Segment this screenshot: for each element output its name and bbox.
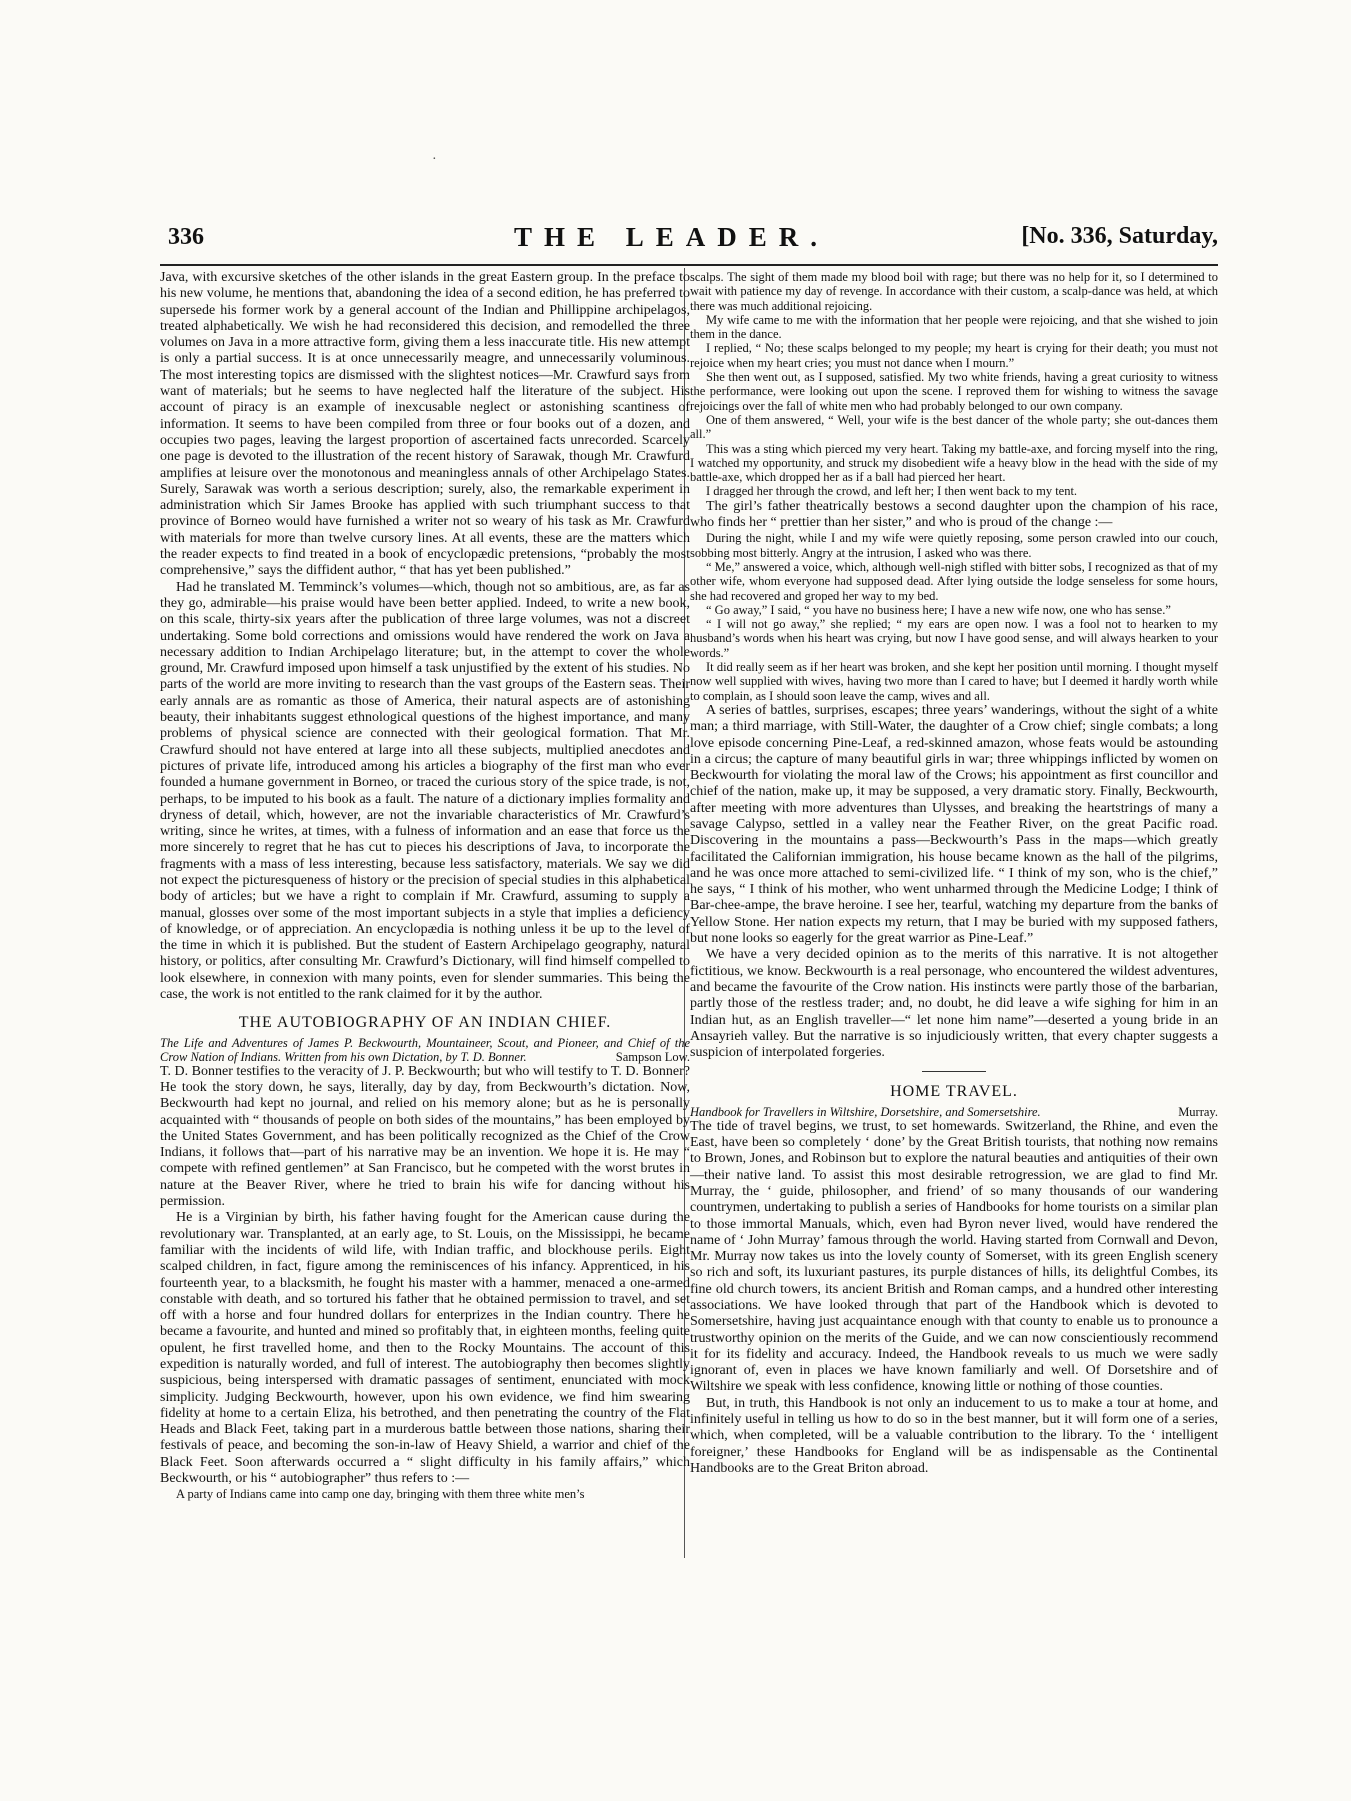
issue-info: [No. 336, Saturday,: [1021, 223, 1218, 249]
quotation: A party of Indians came into camp one day, bringing with them three white men’s: [176, 1487, 585, 1502]
citation-publisher: Sampson Low.: [615, 1049, 690, 1064]
quotation: I dragged her through the crowd, and left her; I then went back to my tent.: [706, 484, 1078, 499]
paper-title: THE LEADER.: [514, 222, 830, 252]
ink-speck: ·: [432, 152, 437, 167]
book-citation: [690, 1105, 1218, 1119]
quotation: This was a sting which pierced my very heart. Taking my battle-axe, and forcing myself into the ring, I watched my opportunity, and struck my disobedient wife a heavy blow in the head with the side of my battle-axe, which dropped her as if a ball had pierced her heart.: [690, 441, 1218, 485]
paragraph: He is a Virginian by birth, his father having fought for the American cause during the revolutionary war. Transplanted, at an early age, to St. Louis, on the Mississippi, he became familiar with the incidents of wild life, with Indian traffic, and blockhouse perils. Eight scalped children, in fact, figure among the reminiscences of his infancy. Apprenticed, in his fourteenth year, to a blacksmith, he fought his master with a hammer, menaced a one-armed constable with death, and so tortured his father that he obtained permission to travel, and set off with a horse and four hundred dollars for enterprizes in the Indian country. There he became a favourite, and hunted and mined so profitably that, in eighteen months, feeling quite opulent, he first travelled home, and then to the Rocky Mountains. The account of this expedition is naturally worded, and full of interest. The autobiography then becomes slightly suspicious, being interspersed with dramatic passages of sentiment, enunciated with mock simplicity. Judging Beckwourth, however, upon his own evidence, we find him swearing fidelity at home to a certain Eliza, his betrothed, and then penetrating the country of the Flat Heads and Black Feet, taking part in a murderous battle between those nations, sharing their festivals of peace, and becoming the son-in-law of Heavy Shield, a warrior and chief of the Black Feet. Soon afterwards occurred a “ slight difficulty in his family affairs,” which Beckwourth, or his “ autobiographer” thus refers to :—: [160, 1210, 690, 1487]
left-column: [160, 270, 690, 1502]
section-title: HOME TRAVEL.: [890, 1083, 1018, 1101]
paragraph: The tide of travel begins, we trust, to set homewards. Switzerland, the Rhine, and even the East, have been so completely ‘ done’ by the Great British tourists, that nothing now remains to Brown, Jones, and Robinson but to explore the natural beauties and antiquities of their own—their native land. To assist this most desirable retrogression, we are glad to find Mr. Murray, the ‘ guide, philosopher, and friend’ of so many thousands of our wandering countrymen, undertaking to publish a series of Handbooks for home tourists on a similar plan to those immortal Manuals, which, even had Byron never lived, would have rendered the name of ‘ John Murray’ famous through the world. Having started from Cornwall and Devon, Mr. Murray now takes us into the lovely county of Somerset, with its green English scenery so rich and soft, its luxuriant pastures, its purple distances of hills, its delightful Combes, its fine old church towers, its ancient British and Roman camps, and a hundred other interesting associations. We have looked through that part of the Handbook which is devoted to Somersetshire, having just acquaintance enough with that county to enable us to pronounce a trustworthy opinion on the merits of the Guide, and we can now conscientiously recommend it for its fidelity and accuracy. Indeed, the Handbook reveals to us much we were sadly ignorant of, even in places we have known familiarly and well. Of Dorsetshire and of Wiltshire we speak with less confidence, knowing little or nothing of those counties.: [690, 1118, 1218, 1395]
paragraph: Java, with excursive sketches of the other islands in the great Eastern group. In the preface to his new volume, he mentions that, abandoning the idea of a second edition, he has preferred to supersede his former work by a general account of the Indian and Phillippine archipelagos, treated alphabetically. We wish he had reconsidered this decision, and remodelled the three volumes on Java in a more attractive form, giving them a less inaccurate title. His new attempt is only a partial success. It is at once unnecessarily meagre, and unnecessarily voluminous. The most interesting topics are dismissed with the slightest notices—Mr. Crawfurd says from want of materials; but he seems to have neglected half the literature of the subject. His account of piracy is an example of inexcusable neglect or astonishing scantiness of information. It seems to have been compiled from three or four books out of a dozen, and occupies two pages, leaving the largest proportion of ascertained facts unrecorded. Scarcely one page is devoted to the illustration of the recent history of Sarawak, though Mr. Crawfurd amplifies at leisure over the monotonous and meaningless annals of other Archipelago States. Surely, Sarawak was worth a serious description; surely, also, the remarkable experiment in administration which Sir James Brooke has applied with such triumphant success to that province of Borneo would have furnished a writer not so weary of his task as Mr. Crawfurd with materials for more than twelve cursory lines. At all events, these are the matters which the reader expects to find treated in a book of encyclopædic pretensions, “probably the most comprehensive,” says the diffident author, “ that has yet been published.”: [160, 270, 690, 579]
quotation: “ Go away,” I said, “ you have no business here; I have a new wife now, one who has sense.”: [706, 602, 1171, 617]
right-column: [690, 270, 1218, 1477]
page-number: 336: [168, 224, 204, 250]
quotation: It did really seem as if her heart was broken, and she kept her position until morning. I thought myself now well supplied with wives, having two more than I cared to have; but I deemed it hardly worth while to complain, as I should soon leave the camp, wives and all.: [690, 660, 1218, 703]
quotation: One of them answered, “ Well, your wife is the best dancer of the whole party; she out-dances them all.”: [690, 412, 1218, 442]
quotation: “ Me,” answered a voice, which, although well-nigh stifled with bitter sobs, I recognized as that of my other wife, whom everyone had supposed dead. After lying outside the lodge senseless for some hours, she had recovered and groped her way to my bed.: [690, 559, 1219, 603]
quotation: scalps. The sight of them made my blood boil with rage; but there was no help for it, so I determined to wait with patience my day of revenge. In accordance with their custom, a scalp-dance was held, at which there was much additional rejoicing.: [690, 270, 1218, 313]
citation-publisher: Murray.: [1178, 1104, 1218, 1119]
page-header: [132, 218, 1218, 258]
paragraph: But, in truth, this Handbook is not only an inducement to us to make a tour at home, and infinitely useful in telling us how to do so in the best manner, but it will form one of a series, which, when completed, will be a valuable contribution to the library. To the ‘ intelligent foreigner,’ these Handbooks for England will be as indispensable as the Continental Handbooks are to the Great Briton abroad.: [690, 1395, 1218, 1476]
quotation: I replied, “ No; these scalps belonged to my people; my heart is crying for their death; you must not rejoice when my heart cries; you must not dance when I mourn.”: [690, 341, 1218, 370]
citation-title: The Life and Adventures of James P. Beckwourth, Mountaineer, Scout, and Pioneer, and Chief of the Crow Nation of Indians. Written from his own Dictation, by T. D. Bonner.: [160, 1035, 690, 1064]
quotation: My wife came to me with the information that her people were rejoicing, and that she wished to join them in the dance.: [690, 312, 1218, 342]
paragraph: T. D. Bonner testifies to the veracity of J. P. Beckwourth; but who will testify to T. D. Bonner? He took the story down, he says, literally, day by day, from Beckwourth’s dictation. Now, Beckwourth had kept no journal, and relied on his memory alone; but as he is personally acquainted with “ thousands of people on both sides of the mountains,” has been employed by the United States Government, and has been politically recognized as the Chief of the Crow Indians, it follows that—part of his narrative may be an invention. We hope it is. He may “ compete with refined gentlemen” at San Francisco, but he competed with the worst brutes in nature at the Beaver River, where he tried to brain his wife for dancing without his permission.: [160, 1063, 690, 1210]
header-rule: [160, 264, 1218, 266]
book-citation: [160, 1036, 690, 1064]
section-title: THE AUTOBIOGRAPHY OF AN INDIAN CHIEF.: [238, 1014, 612, 1032]
paragraph: A series of battles, surprises, escapes; three years’ wanderings, without the sight of a white man; a third marriage, with Still-Water, the daughter of a Crow chief; single combats; a long love episode concerning Pine-Leaf, a red-skinned amazon, whose feats would be astounding in a circus; the capture of many beautiful girls in war; three whippings inflicted by women on Beckwourth for violating the moral law of the Crows; his appointment as first councillor and chief of the nation, make up, it may be supposed, a very dramatic story. Finally, Beckwourth, after meeting with more adventures than Ulysses, and breaking the heartstrings of many a savage Calypso, settled in a valley near the Feather River, on the great Pacific road. Discovering in the mountains a pass—Beckwourth’s Pass in the maps—which greatly facilitated the Californian immigration, his house became known as the hall of the pilgrims, and he was once more attached to semi-civilized life. “ I think of my son, who is the chief,” he says, “ I think of his mother, who went unharmed through the Medicine Lodge; I think of Bar-chee-ampe, the brave heroine. I see her, tearful, watching my departure from the banks of Yellow Stone. Her nation expects my return, that I may be buried with my supposed fathers, but none looks so eagerly for the great warrior as Pine-Leaf.”: [690, 702, 1218, 947]
quotation: She then went out, as I supposed, satisfied. My two white friends, having a great curiosity to witness the performance, were looking out upon the scene. I reproved them for wishing to witness the savage rejoicings over the fall of white men who had probably belonged to our own company.: [690, 370, 1218, 413]
paragraph: We have a very decided opinion as to the merits of this narrative. It is not altogether fictitious, we know. Beckwourth is a real personage, who encountered the wildest adventures, and became the favourite of the Crow nation. His instincts were partly those of the barbarian, partly those of the restless trader; and, no doubt, he did leave a wife sighing for him in an Indian hut, as an English traveller—“ let none him name”—deserted a young bride in an Ansayrieh valley. But the narrative is so injudiciously written, that every chapter suggests a suspicion of interpolated forgeries.: [690, 947, 1218, 1061]
quotation: During the night, while I and my wife were quietly reposing, some person crawled into our couch, sobbing most bitterly. Angry at the intrusion, I asked who was there.: [690, 531, 1218, 560]
quotation: “ I will not go away,” she replied; “ my ears are open now. I was a fool not to hearken to my husband’s words when his heart was crying, but now I have good sense, and will always hearken to your words.”: [690, 617, 1218, 660]
citation-title: Handbook for Travellers in Wiltshire, Dorsetshire, and Somersetshire.: [690, 1104, 1041, 1119]
section-separator: [922, 1071, 986, 1072]
paragraph: Had he translated M. Temminck’s volumes—which, though not so ambitious, are, as far as they go, admirable—his praise would have been better applied. Indeed, to write a new book, on this scale, thirty-six years after the publication of three large volumes, was not a discreet undertaking. Some bold corrections and omissions would have rendered the work on Java a necessary addition to Indian Archipelago literature; but, in the attempt to cover the whole ground, Mr. Crawfurd imposed upon himself a task unjustified by the extent of his studies. No parts of the world are more inviting to research than the vast groups of the Eastern seas. Their early annals are as romantic as those of America, their natural aspects are of astonishing beauty, their inhabitants suggest ethnological questions of the highest importance, and many problems of physical science are connected with their geological formation. That Mr. Crawfurd should not have entered at large into all these subjects, multiplied anecdotes and pictures of private life, introduced among his articles a biography of the first man who ever founded a humane government in Borneo, or traced the curious story of the spice trade, is not, perhaps, to be imputed to his book as a fault. The nature of a dictionary implies formality and dryness of detail, which, however, are not the invariable characteristics of Mr. Crawfurd’s writing, since he writes, at times, with a fulness of information and an ease that force us the more sincerely to regret that he has cut to pieces his descriptions of Java, to incorporate the fragments with a mass of less interesting, because less satisfactory, materials. We say we did not expect the picturesqueness of history or the precision of special studies in this alphabetical body of articles; but we have a right to complain if Mr. Crawfurd, assuming to supply a manual, glosses over some of the most important subjects in a style that implies a deficiency of knowledge, or of appreciation. An encyclopædia is nothing unless it be up to the level of the time in which it is published. But the student of Eastern Archipelago geography, natural history, or politics, after consulting Mr. Crawfurd’s Dictionary, will find himself compelled to look elsewhere, in connexion with many points, even for slender summaries. This being the case, the work is not entitled to the rank claimed for it by the author.: [160, 579, 690, 1003]
paragraph: The girl’s father theatrically bestows a second daughter upon the champion of his race, who finds her “ prettier than her sister,” and who is proud of the change :—: [690, 498, 1218, 531]
